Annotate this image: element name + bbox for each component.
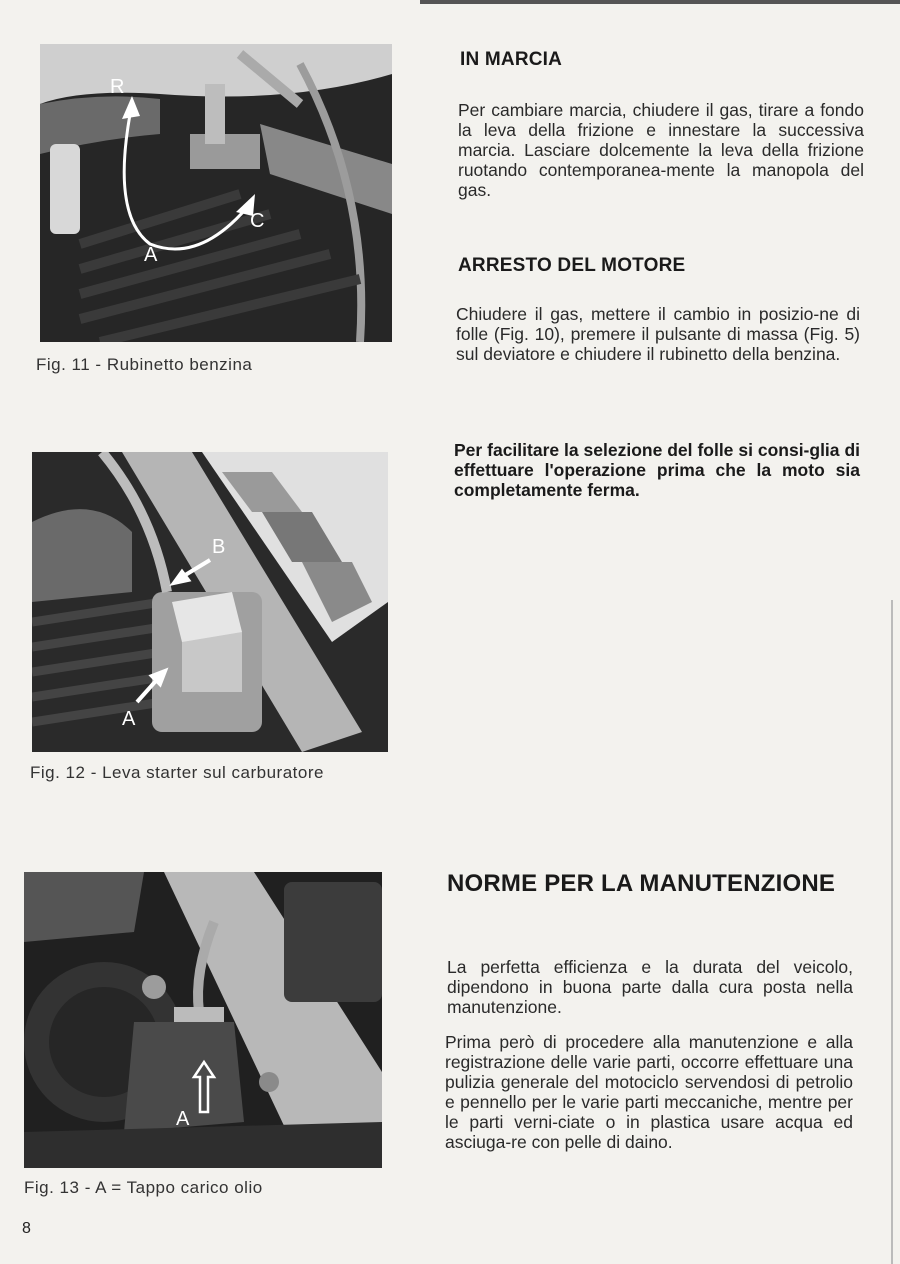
figure-12-photo: [32, 452, 388, 752]
figure-13-caption: Fig. 13 - A = Tappo carico olio: [24, 1178, 263, 1197]
figure-13-photo: [24, 872, 382, 1168]
fuel-tap-photo: [40, 44, 392, 342]
carburetor-photo: [32, 452, 388, 752]
label-a: A: [122, 708, 136, 730]
figure-11-photo: [40, 44, 392, 342]
label-a: A: [176, 1108, 190, 1130]
figure-11-caption: Fig. 11 - Rubinetto benzina: [36, 355, 253, 374]
page-edge-line: [420, 0, 900, 4]
label-b: B: [212, 536, 226, 558]
label-c: C: [250, 210, 265, 232]
paragraph-arresto-motore: Chiudere il gas, mettere il cambio in posizio-ne di folle (Fig. 10), premere il pulsante di massa (Fig. 5) sul deviatore e chiudere il rubinetto della benzina.: [456, 304, 860, 364]
page-number: 8: [22, 1220, 31, 1237]
label-a: A: [144, 244, 158, 266]
note-folle: Per facilitare la selezione del folle si consi-glia di effettuare l'operazione prima che la moto sia completamente ferma.: [454, 440, 860, 500]
oil-filler-photo: [24, 872, 382, 1168]
paragraph-in-marcia: Per cambiare marcia, chiudere il gas, tirare a fondo la leva della frizione e innestare la successiva marcia. Lasciare dolcemente la leva della frizione ruotando contemporanea-mente la manopola del gas.: [458, 100, 864, 200]
figure-12-caption: Fig. 12 - Leva starter sul carburatore: [30, 763, 324, 782]
label-r: R: [110, 76, 125, 98]
paragraph-manutenzione-2: Prima però di procedere alla manutenzione e alla registrazione delle varie parti, occorre effettuare una pulizia generale del motociclo servendosi di petrolio e pennello per le varie parti meccaniche, mentre per le parti verni-ciate o in plastica usare acqua ed asciuga-re con pelle di daino.: [445, 1032, 853, 1152]
heading-arresto-motore: ARRESTO DEL MOTORE: [458, 255, 686, 276]
heading-norme-manutenzione: NORME PER LA MANUTENZIONE: [447, 870, 836, 897]
paragraph-manutenzione-1: La perfetta efficienza e la durata del veicolo, dipendono in buona parte dalla cura posta nella manutenzione.: [447, 957, 853, 1017]
heading-in-marcia: IN MARCIA: [460, 49, 563, 70]
page-fold-line: [891, 600, 893, 1264]
